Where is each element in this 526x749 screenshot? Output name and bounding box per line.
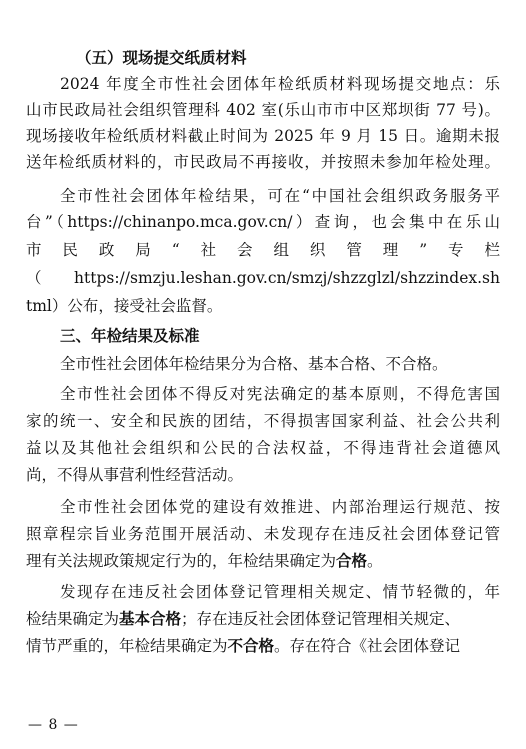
paragraph-6-line-1: 发现存在违反社会团体登记管理相关规定、情节轻微的，年 <box>60 583 500 601</box>
paragraph-5-line-3-end: 。 <box>367 552 383 570</box>
paragraph-2-line-3: 市民政局“社会组织管理”专栏 <box>26 241 500 259</box>
paragraph-4-line-2: 家的统一、安全和民族的团结，不得损害国家利益、社会公共利 <box>26 412 500 430</box>
paragraph-6-line-2-text: 检结果确定为 <box>26 610 120 628</box>
paragraph-2-line-4-url: （https://smzju.leshan.gov.cn/smzj/shzzglzl/shzzindex.sh <box>26 269 500 287</box>
paragraph-1-line-2: 山市民政局社会组织管理科 402 室(乐山市市中区郑坝街 77 号)。 <box>26 101 500 119</box>
paragraph-6-line-3-end: 。存在符合《社会团体登记 <box>274 637 461 655</box>
paragraph-6-line-3-text: 情节严重的，年检结果确定为 <box>26 637 228 655</box>
paragraph-2-line-5: tml）公布，接受社会监督。 <box>26 297 223 315</box>
page-number: — 8 — <box>28 717 79 733</box>
paragraph-4-line-4: 尚，不得从事营利性经营活动。 <box>26 466 244 484</box>
result-unqualified: 不合格 <box>227 636 275 655</box>
paragraph-6-line-2-end: ；存在违反社会团体登记管理相关规定、 <box>181 610 461 628</box>
paragraph-5-line-1: 全市性社会团体党的建设有效推进、内部治理运行规范、按 <box>60 498 500 516</box>
paragraph-1-line-3: 现场接收年检纸质材料截止时间为 2025 年 9 月 15 日。逾期未报 <box>26 127 500 145</box>
section-heading-3: 三、年检结果及标准 <box>60 327 200 345</box>
paragraph-5-line-3-text: 理有关法规政策规定行为的，年检结果确定为 <box>26 552 337 570</box>
paragraph-2-line-1: 全市性社会团体年检结果，可在“中国社会组织政务服务平 <box>60 187 500 205</box>
paragraph-6-line-3 <box>0 636 526 656</box>
paragraph-1-line-1: 2024 年度全市性社会团体年检纸质材料现场提交地点：乐 <box>60 75 500 93</box>
paragraph-5-line-3 <box>0 551 526 571</box>
paragraph-5-line-2: 照章程宗旨业务范围开展活动、未发现存在违反社会团体登记管 <box>26 525 500 543</box>
paragraph-4-line-3: 益以及其他社会组织和公民的合法权益，不得违背社会道德风 <box>26 439 500 457</box>
section-heading-5: （五）现场提交纸质材料 <box>76 49 247 67</box>
paragraph-2-line-2: 台”（https://chinanpo.mca.gov.cn/）查询，也会集中在乐山 <box>26 213 500 231</box>
result-qualified: 合格 <box>336 551 368 570</box>
result-basically-qualified: 基本合格 <box>119 609 182 628</box>
paragraph-4-line-1: 全市性社会团体不得反对宪法确定的基本原则，不得危害国 <box>60 385 500 403</box>
paragraph-6-line-2 <box>0 609 526 629</box>
paragraph-3: 全市性社会团体年检结果分为合格、基本合格、不合格。 <box>60 355 448 373</box>
paragraph-1-line-4: 送年检纸质材料的，市民政局不再接收，并按照未参加年检处理。 <box>26 153 500 171</box>
